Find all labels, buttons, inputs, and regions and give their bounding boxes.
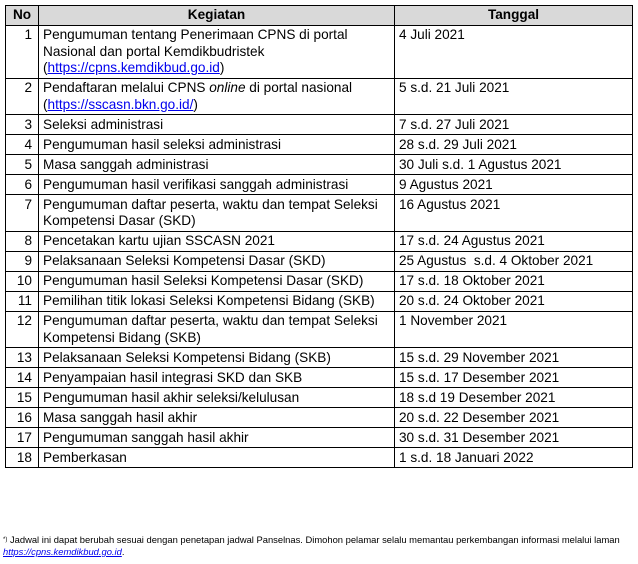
row-number: 7 xyxy=(6,195,39,232)
row-tanggal: 25 Agustus s.d. 4 Oktober 2021 xyxy=(395,251,633,271)
row-kegiatan xyxy=(39,408,395,428)
row-kegiatan xyxy=(39,271,395,291)
row-number: 14 xyxy=(6,368,39,388)
kegiatan-text: Pengumuman hasil verifikasi sanggah administrasi xyxy=(43,176,349,192)
footnote-text: Jadwal ini dapat berubah sesuai dengan penetapan jadwal Panselnas. Dimohon pelamar selalu memantau perkembangan informasi melalui laman xyxy=(7,534,620,545)
row-number: 13 xyxy=(6,348,39,368)
row-number: 1 xyxy=(6,25,39,78)
table-row xyxy=(6,408,633,428)
row-number: 12 xyxy=(6,311,39,348)
kegiatan-text: Pendaftaran melalui CPNS xyxy=(43,80,210,95)
header-tanggal: Tanggal xyxy=(395,6,633,26)
row-tanggal: 28 s.d. 29 Juli 2021 xyxy=(395,135,633,155)
kegiatan-text: Seleksi administrasi xyxy=(43,116,164,132)
schedule-table xyxy=(5,5,633,468)
table-row xyxy=(6,251,633,271)
row-tanggal: 17 s.d. 18 Oktober 2021 xyxy=(395,271,633,291)
kegiatan-link[interactable]: https://cpns.kemdikbud.go.id xyxy=(47,60,220,75)
kegiatan-link[interactable]: https://sscasn.bkn.go.id/ xyxy=(47,96,194,112)
table-row xyxy=(6,291,633,311)
row-number: 3 xyxy=(6,115,39,135)
row-tanggal: 15 s.d. 17 Desember 2021 xyxy=(395,368,633,388)
row-tanggal: 20 s.d. 22 Desember 2021 xyxy=(395,408,633,428)
row-tanggal: 30 Juli s.d. 1 Agustus 2021 xyxy=(395,155,633,175)
row-kegiatan xyxy=(39,195,395,232)
kegiatan-text: Pengumuman daftar peserta, waktu dan tempat Seleksi Kompetensi Bidang (SKB) xyxy=(43,313,378,345)
kegiatan-emphasis: online xyxy=(209,80,246,95)
footnote xyxy=(3,534,633,558)
row-kegiatan xyxy=(39,115,395,135)
schedule-document xyxy=(3,5,632,557)
table-row xyxy=(6,25,633,78)
row-tanggal: 17 s.d. 24 Agustus 2021 xyxy=(395,231,633,251)
row-kegiatan xyxy=(39,251,395,271)
table-header-row xyxy=(6,6,633,26)
table-row xyxy=(6,78,633,115)
kegiatan-text: Masa sanggah hasil akhir xyxy=(43,409,198,425)
footnote-end: . xyxy=(121,546,125,557)
row-kegiatan xyxy=(39,135,395,155)
table-row xyxy=(6,175,633,195)
table-row xyxy=(6,155,633,175)
row-number: 16 xyxy=(6,408,39,428)
row-tanggal: 9 Agustus 2021 xyxy=(395,175,633,195)
row-number: 8 xyxy=(6,231,39,251)
row-tanggal: 30 s.d. 31 Desember 2021 xyxy=(395,428,633,448)
row-tanggal: 15 s.d. 29 November 2021 xyxy=(395,348,633,368)
kegiatan-text: Pelaksanaan Seleksi Kompetensi Bidang (SKB) xyxy=(43,349,331,365)
kegiatan-text: Pengumuman tentang Penerimaan CPNS di portal Nasional dan portal Kemdikbudristek ( xyxy=(43,27,348,75)
row-kegiatan xyxy=(39,155,395,175)
row-number: 4 xyxy=(6,135,39,155)
row-tanggal: 20 s.d. 24 Oktober 2021 xyxy=(395,291,633,311)
kegiatan-text-cont: di portal nasional ( xyxy=(43,80,353,112)
table-row xyxy=(6,135,633,155)
table-row xyxy=(6,311,633,348)
row-kegiatan xyxy=(39,428,395,448)
row-number: 18 xyxy=(6,448,39,468)
footnote-marker: *) xyxy=(3,537,8,543)
row-tanggal: 7 s.d. 27 Juli 2021 xyxy=(395,115,633,135)
row-tanggal: 1 November 2021 xyxy=(395,311,633,348)
row-tanggal: 4 Juli 2021 xyxy=(395,25,633,78)
kegiatan-text-end: ) xyxy=(219,60,225,75)
kegiatan-text: Pemberkasan xyxy=(43,449,127,465)
row-number: 5 xyxy=(6,155,39,175)
kegiatan-text: Pengumuman hasil seleksi administrasi xyxy=(43,136,281,152)
row-number: 15 xyxy=(6,388,39,408)
row-kegiatan xyxy=(39,348,395,368)
table-row xyxy=(6,388,633,408)
table-row xyxy=(6,195,633,232)
kegiatan-text: Penyampaian hasil integrasi SKD dan SKB xyxy=(43,369,303,385)
kegiatan-text: Pengumuman daftar peserta, waktu dan tempat Seleksi Kompetensi Dasar (SKD) xyxy=(43,196,378,228)
row-tanggal: 16 Agustus 2021 xyxy=(395,195,633,232)
row-number: 6 xyxy=(6,175,39,195)
row-number: 11 xyxy=(6,291,39,311)
kegiatan-text: Pemilihan titik lokasi Seleksi Kompetensi Bidang (SKB) xyxy=(43,293,375,308)
row-kegiatan xyxy=(39,311,395,348)
row-kegiatan xyxy=(39,231,395,251)
row-kegiatan xyxy=(39,25,395,78)
row-number: 17 xyxy=(6,428,39,448)
header-no: No xyxy=(6,6,39,26)
table-row xyxy=(6,428,633,448)
kegiatan-text-end: ) xyxy=(193,96,198,112)
row-kegiatan xyxy=(39,175,395,195)
table-row xyxy=(6,448,633,468)
table-row xyxy=(6,271,633,291)
kegiatan-text: Pelaksanaan Seleksi Kompetensi Dasar (SKD) xyxy=(43,253,326,268)
row-kegiatan xyxy=(39,388,395,408)
kegiatan-text: Pengumuman hasil Seleksi Kompetensi Dasar (SKD) xyxy=(43,273,364,288)
row-tanggal: 1 s.d. 18 Januari 2022 xyxy=(395,448,633,468)
footnote-link[interactable]: https://cpns.kemdikbud.go.id xyxy=(3,546,122,557)
row-kegiatan xyxy=(39,291,395,311)
row-kegiatan xyxy=(39,448,395,468)
row-number: 10 xyxy=(6,271,39,291)
table-row xyxy=(6,115,633,135)
table-body xyxy=(6,25,633,468)
row-kegiatan xyxy=(39,78,395,115)
kegiatan-text: Pencetakan kartu ujian SSCASN 2021 xyxy=(43,233,275,248)
kegiatan-text: Pengumuman sanggah hasil akhir xyxy=(43,429,249,445)
row-kegiatan xyxy=(39,368,395,388)
row-tanggal: 5 s.d. 21 Juli 2021 xyxy=(395,78,633,115)
table-row xyxy=(6,231,633,251)
header-kegiatan: Kegiatan xyxy=(39,6,395,26)
table-row xyxy=(6,368,633,388)
table-row xyxy=(6,348,633,368)
row-tanggal: 18 s.d 19 Desember 2021 xyxy=(395,388,633,408)
kegiatan-text: Masa sanggah administrasi xyxy=(43,156,209,172)
kegiatan-text: Pengumuman hasil akhir seleksi/kelulusan xyxy=(43,389,300,405)
row-number: 9 xyxy=(6,251,39,271)
row-number: 2 xyxy=(6,78,39,115)
